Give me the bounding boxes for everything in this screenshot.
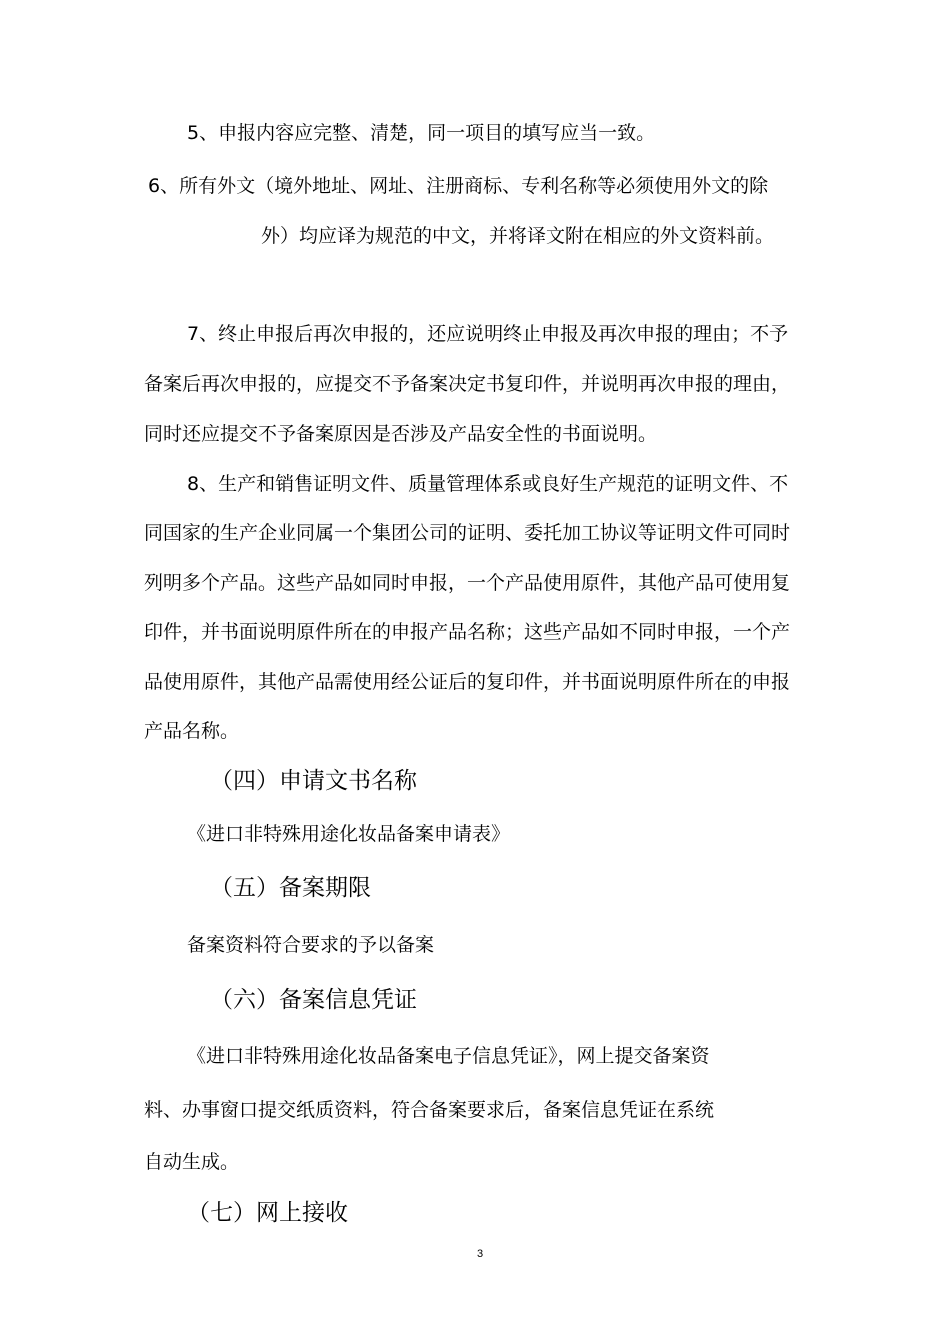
item-8-line-1: 8、生产和销售证明文件、质量管理体系或良好生产规范的证明文件、不 [187,473,789,495]
section-7-heading: （七）网上接收 [187,1200,348,1226]
item-8-line-4: 印件，并书面说明原件所在的申报产品名称；这些产品如不同时申报，一个产 [144,621,791,643]
section-6-line-1: 《进口非特殊用途化妆品备案电子信息凭证》，网上提交备案资 [187,1045,710,1067]
item-6-line-2: 外）均应译为规范的中文，并将译文附在相应的外文资料前。 [261,225,775,247]
item-8-line-3: 列明多个产品。这些产品如同时申报，一个产品使用原件，其他产品可使用复 [144,572,791,594]
item-7-line-1: 7、终止申报后再次申报的，还应说明终止申报及再次申报的理由；不予 [187,323,789,345]
section-4-heading: （四）申请文书名称 [210,768,417,794]
item-7-line-3: 同时还应提交不予备案原因是否涉及产品安全性的书面说明。 [144,423,658,445]
section-5-body: 备案资料符合要求的予以备案 [187,934,435,956]
item-7-line-2: 备案后再次申报的，应提交不予备案决定书复印件，并说明再次申报的理由， [144,373,791,395]
page-number: 3 [477,1248,484,1260]
section-6-heading: （六）备案信息凭证 [210,987,417,1013]
section-6-line-2: 料、办事窗口提交纸质资料，符合备案要求后，备案信息凭证在系统 [144,1099,715,1121]
item-8-line-6: 产品名称。 [144,720,240,742]
section-4-body: 《进口非特殊用途化妆品备案申请表》 [187,823,511,845]
item-6-line-1: 6、所有外文（境外地址、网址、注册商标、专利名称等必须使用外文的除 [148,175,769,197]
item-5: 5、申报内容应完整、清楚，同一项目的填写应当一致。 [187,122,656,144]
section-6-line-3: 自动生成。 [144,1151,240,1173]
item-8-line-5: 品使用原件，其他产品需使用经公证后的复印件，并书面说明原件所在的申报 [144,671,791,693]
section-5-heading: （五）备案期限 [210,875,371,901]
item-8-line-2: 同国家的生产企业同属一个集团公司的证明、委托加工协议等证明文件可同时 [144,522,791,544]
